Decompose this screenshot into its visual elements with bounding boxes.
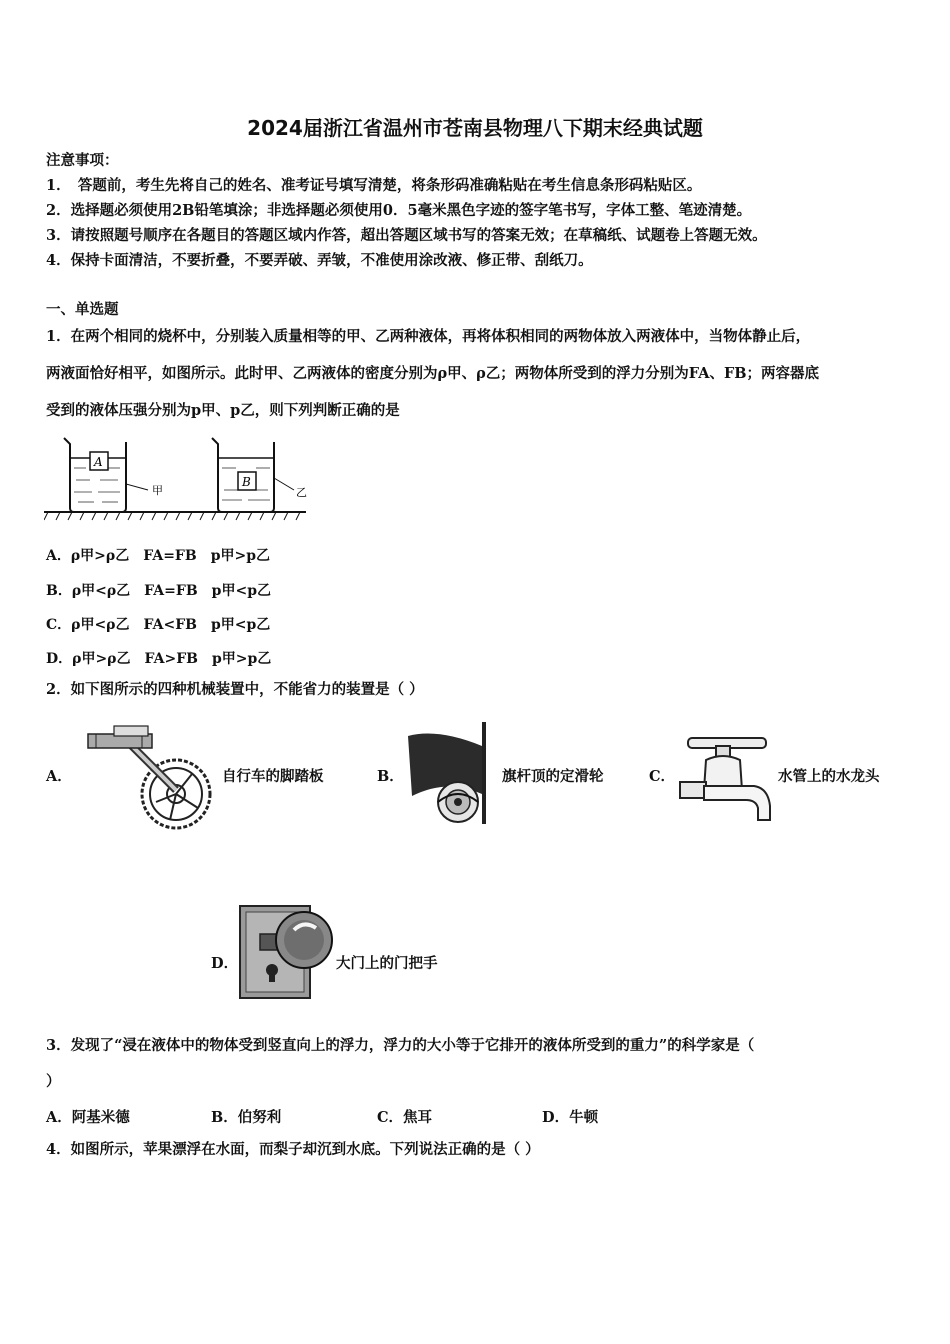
q1-stem-line2: 两液面恰好相平，如图所示。此时甲、乙两液体的密度分别为ρ甲、ρ乙；两物体所受到的浮力分别为FA、FB；两容器底 bbox=[46, 365, 820, 382]
q2-option-a-letter[interactable]: A． bbox=[46, 768, 72, 785]
q2-option-c-text: 水管上的水龙头 bbox=[778, 768, 880, 785]
q1-option-a[interactable]: A．ρ甲>ρ乙 FA=FB p甲>p乙 bbox=[46, 548, 271, 564]
q1-stem-line3: 受到的液体压强分别为p甲、p乙，则下列判断正确的是 bbox=[46, 402, 400, 419]
door-knob-image bbox=[238, 904, 334, 1000]
notice-item-3: 3．请按照题号顺序在各题目的答题区域内作答，超出答题区域书写的答案无效；在草稿纸、试题卷上答题无效。 bbox=[46, 227, 767, 244]
q2-option-c-letter[interactable]: C． bbox=[649, 768, 676, 785]
notice-heading: 注意事项： bbox=[46, 152, 119, 169]
q2-option-b-letter[interactable]: B． bbox=[377, 768, 404, 785]
q1-object-b-label: B bbox=[242, 475, 251, 489]
q2-option-d-letter[interactable]: D． bbox=[211, 955, 239, 972]
q1-object-a-label: A bbox=[94, 455, 103, 469]
q3-option-d[interactable]: D．牛顿 bbox=[542, 1109, 599, 1126]
q1-option-c[interactable]: C．ρ甲<ρ乙 FA<FB p甲<p乙 bbox=[46, 617, 271, 633]
page-title: 2024届浙江省温州市苍南县物理八下期末经典试题 bbox=[247, 116, 703, 140]
notice-item-4: 4．保持卡面清洁，不要折叠，不要弄破、弄皱，不准使用涂改液、修正带、刮纸刀。 bbox=[46, 252, 593, 269]
bicycle-pedal-image bbox=[86, 724, 218, 832]
water-faucet-image bbox=[676, 730, 774, 826]
q2-option-d-text: 大门上的门把手 bbox=[336, 955, 438, 972]
q2-stem: 2．如下图所示的四种机械装置中，不能省力的装置是（ ） bbox=[46, 681, 424, 698]
q3-stem-line2: ） bbox=[46, 1073, 61, 1090]
q1-stem-line1: 1．在两个相同的烧杯中，分别装入质量相等的甲、乙两种液体，再将体积相同的两物体放入两液体中，当物体静止后， bbox=[46, 328, 811, 345]
q3-option-c[interactable]: C．焦耳 bbox=[377, 1109, 433, 1126]
q1-liquid-jia-label: 甲 bbox=[152, 484, 163, 497]
q1-liquid-yi-label: 乙 bbox=[296, 486, 307, 499]
q1-option-d[interactable]: D．ρ甲>ρ乙 FA>FB p甲>p乙 bbox=[46, 651, 272, 667]
q3-stem-line1: 3．发现了“浸在液体中的物体受到竖直向上的浮力，浮力的大小等于它排开的液体所受到的重力”的科学家是（ bbox=[46, 1037, 755, 1054]
q2-option-b-text: 旗杆顶的定滑轮 bbox=[502, 768, 604, 785]
q1-option-b[interactable]: B．ρ甲<ρ乙 FA=FB p甲<p乙 bbox=[46, 583, 271, 599]
q3-option-a[interactable]: A．阿基米德 bbox=[46, 1109, 130, 1126]
flagpole-pulley-image bbox=[398, 718, 498, 824]
q3-option-b[interactable]: B．伯努利 bbox=[211, 1109, 282, 1126]
q1-beakers-figure bbox=[44, 432, 314, 522]
q2-option-a-text: 自行车的脚踏板 bbox=[222, 768, 324, 785]
q4-stem: 4．如图所示，苹果漂浮在水面，而梨子却沉到水底。下列说法正确的是（ ） bbox=[46, 1141, 540, 1158]
section-heading: 一、单选题 bbox=[46, 301, 119, 318]
notice-item-1: 1． 答题前，考生先将自己的姓名、准考证号填写清楚，将条形码准确粘贴在考生信息条形码粘贴区。 bbox=[46, 177, 702, 194]
notice-item-2: 2．选择题必须使用2B铅笔填涂；非选择题必须使用0．5毫米黑色字迹的签字笔书写，字体工整、笔迹清楚。 bbox=[46, 202, 752, 219]
